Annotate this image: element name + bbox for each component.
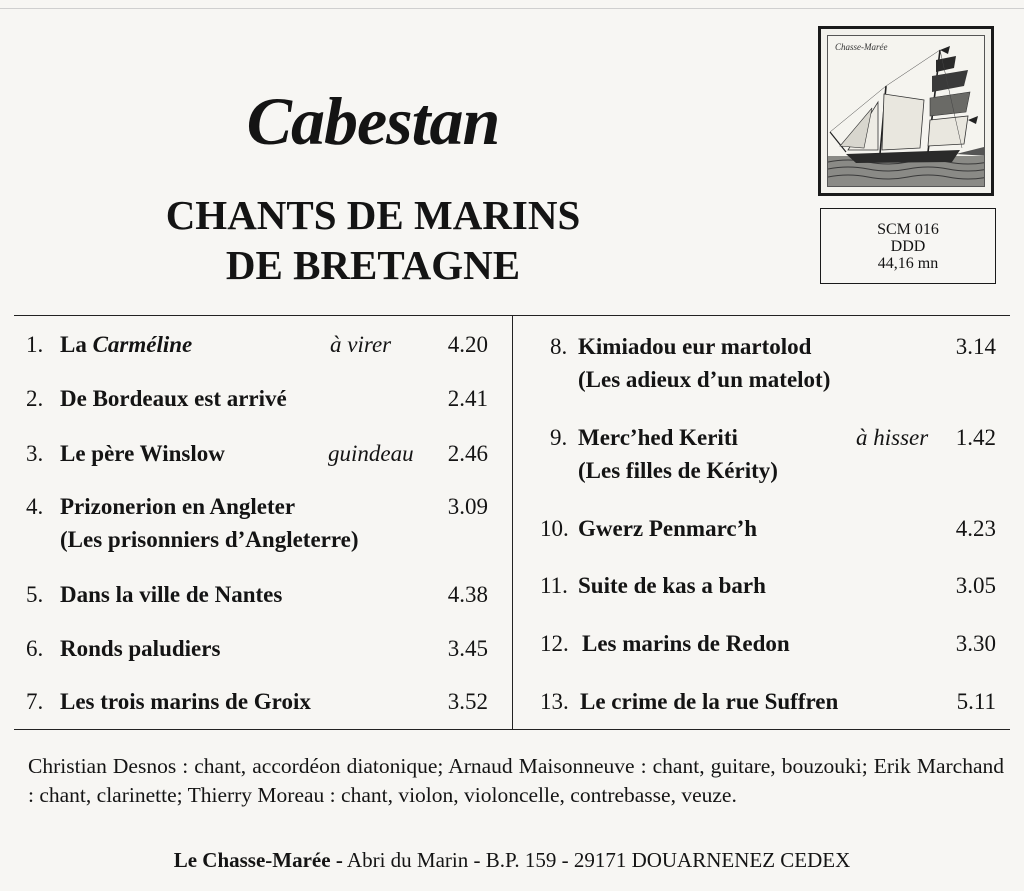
track-title: Les trois marins de Groix: [60, 689, 311, 714]
track-translation: (Les prisonniers d’Angleterre): [60, 527, 359, 552]
track-duration: 3.52: [447, 689, 488, 714]
track-number: 1.: [26, 332, 44, 357]
track-duration: 2.41: [447, 386, 488, 411]
tracklist-bottom-rule: [14, 729, 1010, 730]
track-number: 4.: [26, 494, 44, 519]
track-duration: 3.14: [955, 334, 996, 359]
catalog-box: [820, 208, 996, 284]
track-number: 3.: [26, 441, 44, 466]
top-edge-line: [0, 8, 1024, 9]
track-number: 8.: [550, 334, 568, 359]
track-duration: 4.20: [447, 332, 488, 357]
track-title: Ronds paludiers: [60, 636, 221, 661]
track-duration: 1.42: [955, 425, 996, 450]
track-title: Merc’hed Keriti: [578, 425, 738, 450]
publisher-footer: [0, 848, 1024, 873]
album-subtitle: [0, 190, 746, 290]
track-translation: (Les filles de Kérity): [578, 458, 778, 483]
track-duration: 3.45: [447, 636, 488, 661]
track-number: 13.: [540, 689, 569, 714]
musician-credits: Christian Desnos : chant, accordéon diatonique; Arnaud Maisonneuve : chant, guitare, bouzouki; Erik Marchand : chant, clarinette; Thierry Moreau : chant, violon, violoncelle, contrebasse, veuze.: [28, 754, 1004, 807]
track-title: Kimiadou eur martolod: [578, 334, 812, 359]
tracklist-column-divider: [512, 315, 513, 729]
publisher-name: Le Chasse-Marée -: [173, 848, 343, 872]
publisher-address: Abri du Marin - B.P. 159 - 29171 DOUARNENEZ CEDEX: [342, 848, 851, 872]
track-duration: 2.46: [447, 441, 488, 466]
artist-name: Cabestan: [246, 83, 500, 159]
track-title: Suite de kas a barh: [578, 573, 766, 598]
track-number: 2.: [26, 386, 44, 411]
track-duration: 3.30: [955, 631, 996, 656]
album-subtitle-line-1: CHANTS DE MARINS: [165, 192, 581, 238]
sailing-ship-icon: [828, 36, 985, 187]
track-title: Le père Winslow: [60, 441, 225, 466]
album-subtitle-line-2: DE BRETAGNE: [225, 242, 521, 288]
cover-illustration-frame: [827, 35, 985, 187]
track-title: Dans la ville de Nantes: [60, 582, 283, 607]
catalog-number: SCM 016: [877, 221, 939, 238]
track-work-note: à virer: [330, 332, 392, 357]
track-duration: 5.11: [956, 689, 996, 714]
track-number: 12.: [540, 631, 569, 656]
track-title: Le crime de la rue Suffren: [580, 689, 839, 714]
track-translation: (Les adieux d’un matelot): [578, 367, 831, 392]
track-number: 10.: [540, 516, 569, 541]
track-duration: 3.09: [447, 494, 488, 519]
track-duration: 4.23: [955, 516, 996, 541]
cover-publisher-mark: Chasse-Marée: [835, 42, 888, 52]
track-title-italic: Carméline: [92, 332, 193, 357]
track-work-note: guindeau: [328, 441, 414, 466]
track-number: 9.: [550, 425, 568, 450]
track-title: De Bordeaux est arrivé: [60, 386, 287, 411]
track-duration: 3.05: [955, 573, 996, 598]
track-work-note: à hisser: [856, 425, 929, 450]
track-title: Prizonerion en Angleter: [60, 494, 296, 519]
track-title: Les marins de Redon: [582, 631, 790, 656]
track-number: 7.: [26, 689, 44, 714]
track-number: 6.: [26, 636, 44, 661]
track-duration: 4.38: [447, 582, 488, 607]
track-title: La Carméline: [60, 332, 193, 357]
cover-thumbnail: [818, 26, 994, 196]
track-number: 11.: [540, 573, 568, 598]
total-duration: 44,16 mn: [877, 255, 939, 272]
recording-format: DDD: [890, 238, 926, 255]
track-number: 5.: [26, 582, 44, 607]
track-title: Gwerz Penmarc’h: [578, 516, 758, 541]
